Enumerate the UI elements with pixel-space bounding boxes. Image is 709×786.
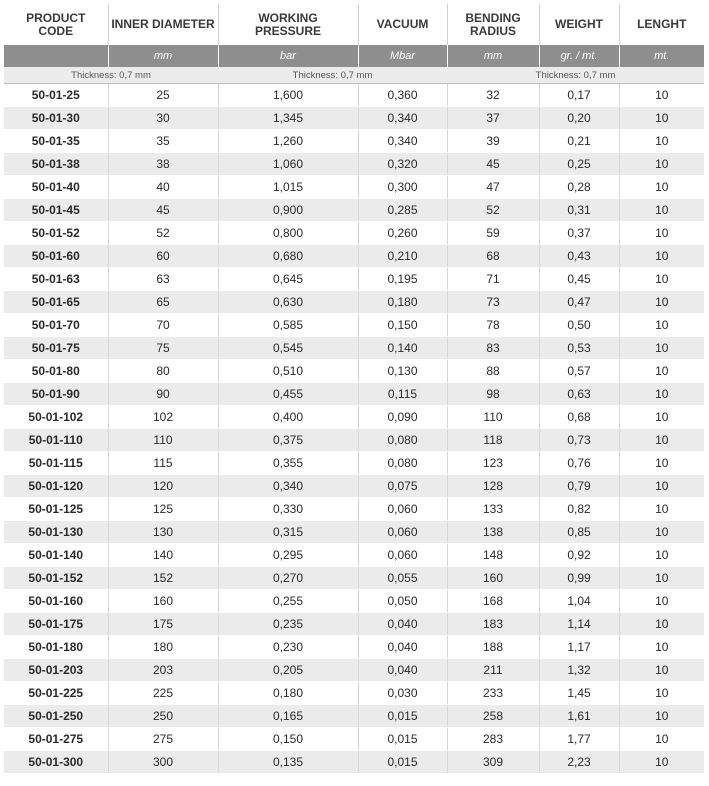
unit-length: mt. [619, 45, 704, 67]
bending-radius-cell: 110 [447, 406, 539, 429]
inner-diameter-cell: 115 [108, 452, 218, 475]
product-code-cell: 50-01-180 [4, 636, 108, 659]
length-cell: 10 [619, 498, 704, 521]
bending-radius-cell: 37 [447, 107, 539, 130]
vacuum-cell: 0,015 [358, 705, 447, 728]
bending-radius-cell: 123 [447, 452, 539, 475]
length-cell: 10 [619, 682, 704, 705]
vacuum-cell: 0,260 [358, 222, 447, 245]
product-code-cell: 50-01-60 [4, 245, 108, 268]
weight-cell: 0,37 [539, 222, 619, 245]
weight-cell: 0,76 [539, 452, 619, 475]
table-row [4, 705, 704, 728]
product-code-cell: 50-01-275 [4, 728, 108, 751]
working-pressure-cell: 0,135 [218, 751, 358, 774]
table-row [4, 429, 704, 452]
length-cell: 10 [619, 728, 704, 751]
table-row [4, 337, 704, 360]
length-cell: 10 [619, 153, 704, 176]
unit-bending-radius: mm [447, 45, 539, 67]
thickness-row [4, 67, 704, 84]
product-code-cell: 50-01-63 [4, 268, 108, 291]
weight-cell: 2,23 [539, 751, 619, 774]
length-cell: 10 [619, 176, 704, 199]
length-cell: 10 [619, 406, 704, 429]
product-code-cell: 50-01-80 [4, 360, 108, 383]
working-pressure-cell: 0,375 [218, 429, 358, 452]
vacuum-cell: 0,195 [358, 268, 447, 291]
inner-diameter-cell: 40 [108, 176, 218, 199]
vacuum-cell: 0,030 [358, 682, 447, 705]
table-row [4, 222, 704, 245]
inner-diameter-cell: 120 [108, 475, 218, 498]
vacuum-cell: 0,130 [358, 360, 447, 383]
product-code-cell: 50-01-130 [4, 521, 108, 544]
working-pressure-cell: 0,165 [218, 705, 358, 728]
length-cell: 10 [619, 636, 704, 659]
working-pressure-cell: 0,455 [218, 383, 358, 406]
bending-radius-cell: 52 [447, 199, 539, 222]
weight-cell: 1,45 [539, 682, 619, 705]
vacuum-cell: 0,060 [358, 498, 447, 521]
working-pressure-cell: 0,230 [218, 636, 358, 659]
vacuum-cell: 0,015 [358, 728, 447, 751]
product-code-cell: 50-01-38 [4, 153, 108, 176]
weight-cell: 0,45 [539, 268, 619, 291]
table-row [4, 153, 704, 176]
bending-radius-cell: 68 [447, 245, 539, 268]
table-row [4, 613, 704, 636]
table-row [4, 498, 704, 521]
vacuum-cell: 0,115 [358, 383, 447, 406]
working-pressure-cell: 1,015 [218, 176, 358, 199]
weight-cell: 0,92 [539, 544, 619, 567]
working-pressure-cell: 0,680 [218, 245, 358, 268]
hose-spec-table [4, 4, 704, 774]
inner-diameter-cell: 35 [108, 130, 218, 153]
table-row [4, 682, 704, 705]
inner-diameter-cell: 275 [108, 728, 218, 751]
length-cell: 10 [619, 475, 704, 498]
working-pressure-cell: 0,800 [218, 222, 358, 245]
product-code-cell: 50-01-225 [4, 682, 108, 705]
vacuum-cell: 0,150 [358, 314, 447, 337]
length-cell: 10 [619, 659, 704, 682]
bending-radius-cell: 309 [447, 751, 539, 774]
weight-cell: 0,82 [539, 498, 619, 521]
inner-diameter-cell: 45 [108, 199, 218, 222]
thickness-note-2: Thickness: 0,7 mm [218, 67, 447, 84]
bending-radius-cell: 88 [447, 360, 539, 383]
weight-cell: 0,99 [539, 567, 619, 590]
table-row [4, 452, 704, 475]
weight-cell: 0,31 [539, 199, 619, 222]
weight-cell: 0,79 [539, 475, 619, 498]
working-pressure-cell: 0,180 [218, 682, 358, 705]
table-row [4, 475, 704, 498]
bending-radius-cell: 78 [447, 314, 539, 337]
weight-cell: 0,20 [539, 107, 619, 130]
length-cell: 10 [619, 383, 704, 406]
length-cell: 10 [619, 107, 704, 130]
product-code-cell: 50-01-175 [4, 613, 108, 636]
product-code-cell: 50-01-90 [4, 383, 108, 406]
bending-radius-cell: 183 [447, 613, 539, 636]
vacuum-cell: 0,040 [358, 636, 447, 659]
table-row [4, 130, 704, 153]
header-product-code: PRODUCT CODE [4, 4, 108, 45]
product-code-cell: 50-01-140 [4, 544, 108, 567]
working-pressure-cell: 0,585 [218, 314, 358, 337]
length-cell: 10 [619, 360, 704, 383]
weight-cell: 1,61 [539, 705, 619, 728]
vacuum-cell: 0,080 [358, 452, 447, 475]
product-code-cell: 50-01-102 [4, 406, 108, 429]
vacuum-cell: 0,210 [358, 245, 447, 268]
product-code-cell: 50-01-75 [4, 337, 108, 360]
vacuum-cell: 0,300 [358, 176, 447, 199]
units-row [4, 45, 704, 67]
bending-radius-cell: 258 [447, 705, 539, 728]
length-cell: 10 [619, 314, 704, 337]
inner-diameter-cell: 25 [108, 84, 218, 107]
working-pressure-cell: 0,205 [218, 659, 358, 682]
bending-radius-cell: 32 [447, 84, 539, 107]
length-cell: 10 [619, 544, 704, 567]
weight-cell: 1,04 [539, 590, 619, 613]
weight-cell: 0,63 [539, 383, 619, 406]
vacuum-cell: 0,015 [358, 751, 447, 774]
length-cell: 10 [619, 613, 704, 636]
inner-diameter-cell: 250 [108, 705, 218, 728]
header-length: LENGHT [637, 17, 687, 31]
inner-diameter-cell: 90 [108, 383, 218, 406]
bending-radius-cell: 283 [447, 728, 539, 751]
working-pressure-cell: 1,345 [218, 107, 358, 130]
bending-radius-cell: 73 [447, 291, 539, 314]
working-pressure-cell: 0,270 [218, 567, 358, 590]
length-cell: 10 [619, 84, 704, 107]
thickness-note-3: Thickness: 0,7 mm [447, 67, 704, 84]
weight-cell: 0,25 [539, 153, 619, 176]
product-code-cell: 50-01-70 [4, 314, 108, 337]
working-pressure-cell: 0,645 [218, 268, 358, 291]
inner-diameter-cell: 180 [108, 636, 218, 659]
vacuum-cell: 0,055 [358, 567, 447, 590]
bending-radius-cell: 47 [447, 176, 539, 199]
header-vacuum: VACUUM [358, 4, 447, 45]
bending-radius-cell: 148 [447, 544, 539, 567]
unit-weight: gr. / mt. [539, 45, 619, 67]
vacuum-cell: 0,040 [358, 659, 447, 682]
inner-diameter-cell: 225 [108, 682, 218, 705]
working-pressure-cell: 0,150 [218, 728, 358, 751]
working-pressure-cell: 1,600 [218, 84, 358, 107]
length-cell: 10 [619, 222, 704, 245]
product-code-cell: 50-01-52 [4, 222, 108, 245]
vacuum-cell: 0,340 [358, 107, 447, 130]
table-row [4, 567, 704, 590]
length-cell: 10 [619, 268, 704, 291]
vacuum-cell: 0,340 [358, 130, 447, 153]
weight-cell: 0,85 [539, 521, 619, 544]
inner-diameter-cell: 75 [108, 337, 218, 360]
working-pressure-cell: 0,400 [218, 406, 358, 429]
working-pressure-cell: 0,315 [218, 521, 358, 544]
inner-diameter-cell: 52 [108, 222, 218, 245]
bending-radius-cell: 59 [447, 222, 539, 245]
inner-diameter-cell: 63 [108, 268, 218, 291]
working-pressure-cell: 0,330 [218, 498, 358, 521]
table-row [4, 199, 704, 222]
table-row [4, 590, 704, 613]
inner-diameter-cell: 30 [108, 107, 218, 130]
working-pressure-cell: 0,295 [218, 544, 358, 567]
product-code-cell: 50-01-25 [4, 84, 108, 107]
working-pressure-cell: 0,545 [218, 337, 358, 360]
bending-radius-cell: 188 [447, 636, 539, 659]
weight-cell: 0,21 [539, 130, 619, 153]
bending-radius-cell: 233 [447, 682, 539, 705]
bending-radius-cell: 45 [447, 153, 539, 176]
product-code-cell: 50-01-152 [4, 567, 108, 590]
working-pressure-cell: 0,630 [218, 291, 358, 314]
product-code-cell: 50-01-300 [4, 751, 108, 774]
product-code-cell: 50-01-110 [4, 429, 108, 452]
product-code-cell: 50-01-35 [4, 130, 108, 153]
table-row [4, 268, 704, 291]
vacuum-cell: 0,320 [358, 153, 447, 176]
inner-diameter-cell: 110 [108, 429, 218, 452]
weight-cell: 0,47 [539, 291, 619, 314]
spec-table-container [4, 4, 704, 774]
working-pressure-cell: 0,235 [218, 613, 358, 636]
header-weight: WEIGHT [539, 4, 619, 45]
vacuum-cell: 0,060 [358, 521, 447, 544]
unit-product-code [4, 45, 108, 67]
table-row [4, 314, 704, 337]
vacuum-cell: 0,180 [358, 291, 447, 314]
length-cell: 10 [619, 130, 704, 153]
inner-diameter-cell: 130 [108, 521, 218, 544]
vacuum-cell: 0,040 [358, 613, 447, 636]
bending-radius-cell: 83 [447, 337, 539, 360]
vacuum-cell: 0,140 [358, 337, 447, 360]
inner-diameter-cell: 203 [108, 659, 218, 682]
inner-diameter-cell: 60 [108, 245, 218, 268]
vacuum-cell: 0,360 [358, 84, 447, 107]
table-row [4, 659, 704, 682]
working-pressure-cell: 0,900 [218, 199, 358, 222]
vacuum-cell: 0,060 [358, 544, 447, 567]
table-row [4, 406, 704, 429]
length-cell: 10 [619, 199, 704, 222]
table-row [4, 107, 704, 130]
weight-cell: 0,73 [539, 429, 619, 452]
vacuum-cell: 0,285 [358, 199, 447, 222]
inner-diameter-cell: 300 [108, 751, 218, 774]
table-row [4, 728, 704, 751]
bending-radius-cell: 160 [447, 567, 539, 590]
header-row [4, 4, 704, 45]
product-code-cell: 50-01-125 [4, 498, 108, 521]
weight-cell: 0,53 [539, 337, 619, 360]
product-code-cell: 50-01-160 [4, 590, 108, 613]
length-cell: 10 [619, 245, 704, 268]
product-code-cell: 50-01-30 [4, 107, 108, 130]
table-row [4, 176, 704, 199]
inner-diameter-cell: 125 [108, 498, 218, 521]
unit-vacuum: Mbar [358, 45, 447, 67]
working-pressure-cell: 0,255 [218, 590, 358, 613]
length-cell: 10 [619, 705, 704, 728]
table-row [4, 245, 704, 268]
length-cell: 10 [619, 521, 704, 544]
weight-cell: 0,43 [539, 245, 619, 268]
weight-cell: 1,17 [539, 636, 619, 659]
thickness-note-1: Thickness: 0,7 mm [4, 67, 218, 84]
product-code-cell: 50-01-40 [4, 176, 108, 199]
table-row [4, 544, 704, 567]
weight-cell: 1,14 [539, 613, 619, 636]
vacuum-cell: 0,090 [358, 406, 447, 429]
table-row [4, 636, 704, 659]
inner-diameter-cell: 70 [108, 314, 218, 337]
working-pressure-cell: 0,355 [218, 452, 358, 475]
length-cell: 10 [619, 291, 704, 314]
bending-radius-cell: 133 [447, 498, 539, 521]
table-row [4, 521, 704, 544]
product-code-cell: 50-01-45 [4, 199, 108, 222]
weight-cell: 0,17 [539, 84, 619, 107]
weight-cell: 0,50 [539, 314, 619, 337]
weight-cell: 0,28 [539, 176, 619, 199]
table-body [4, 84, 704, 774]
inner-diameter-cell: 152 [108, 567, 218, 590]
header-inner-diameter: INNER DIAMETER [108, 4, 218, 45]
bending-radius-cell: 118 [447, 429, 539, 452]
product-code-cell: 50-01-203 [4, 659, 108, 682]
working-pressure-cell: 0,340 [218, 475, 358, 498]
length-cell: 10 [619, 429, 704, 452]
length-cell: 10 [619, 751, 704, 774]
product-code-cell: 50-01-120 [4, 475, 108, 498]
header-working-pressure: WORKING PRESSURE [218, 4, 358, 45]
inner-diameter-cell: 175 [108, 613, 218, 636]
bending-radius-cell: 211 [447, 659, 539, 682]
length-cell: 10 [619, 337, 704, 360]
table-row [4, 383, 704, 406]
header-bending-radius: BENDING RADIUS [447, 4, 539, 45]
inner-diameter-cell: 38 [108, 153, 218, 176]
inner-diameter-cell: 65 [108, 291, 218, 314]
length-cell: 10 [619, 452, 704, 475]
product-code-cell: 50-01-65 [4, 291, 108, 314]
bending-radius-cell: 98 [447, 383, 539, 406]
bending-radius-cell: 138 [447, 521, 539, 544]
working-pressure-cell: 1,060 [218, 153, 358, 176]
length-cell: 10 [619, 567, 704, 590]
product-code-cell: 50-01-250 [4, 705, 108, 728]
inner-diameter-cell: 80 [108, 360, 218, 383]
working-pressure-cell: 1,260 [218, 130, 358, 153]
unit-inner-diameter: mm [108, 45, 218, 67]
vacuum-cell: 0,080 [358, 429, 447, 452]
unit-working-pressure: bar [218, 45, 358, 67]
inner-diameter-cell: 160 [108, 590, 218, 613]
table-row [4, 360, 704, 383]
weight-cell: 1,32 [539, 659, 619, 682]
inner-diameter-cell: 102 [108, 406, 218, 429]
weight-cell: 0,68 [539, 406, 619, 429]
length-cell: 10 [619, 590, 704, 613]
product-code-cell: 50-01-115 [4, 452, 108, 475]
bending-radius-cell: 71 [447, 268, 539, 291]
inner-diameter-cell: 140 [108, 544, 218, 567]
working-pressure-cell: 0,510 [218, 360, 358, 383]
table-row [4, 751, 704, 774]
weight-cell: 1,77 [539, 728, 619, 751]
bending-radius-cell: 168 [447, 590, 539, 613]
bending-radius-cell: 39 [447, 130, 539, 153]
bending-radius-cell: 128 [447, 475, 539, 498]
vacuum-cell: 0,050 [358, 590, 447, 613]
vacuum-cell: 0,075 [358, 475, 447, 498]
weight-cell: 0,57 [539, 360, 619, 383]
table-row [4, 291, 704, 314]
table-row [4, 84, 704, 107]
